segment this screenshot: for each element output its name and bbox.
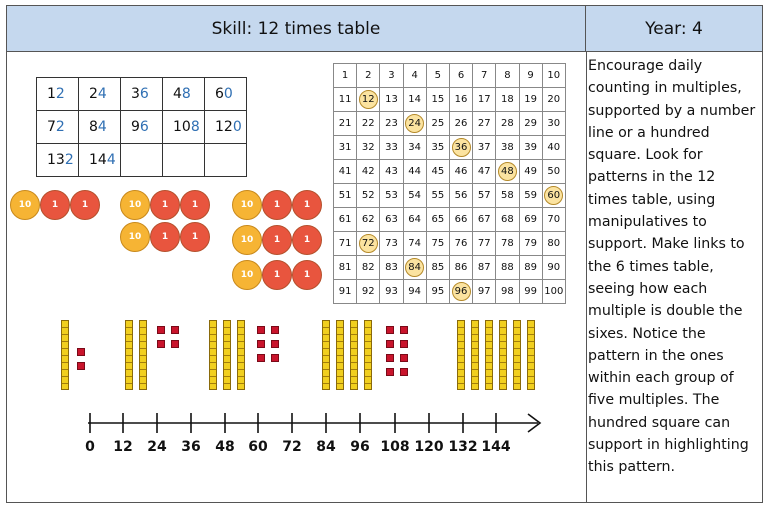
hundred-square-cell: 79 — [519, 232, 542, 256]
hundred-square-cell: 66 — [449, 208, 472, 232]
number-line-label: 132 — [448, 439, 478, 455]
hundred-square-cell: 7 — [473, 64, 496, 88]
multiple-tens-digits: 2 — [89, 86, 98, 102]
skill-title: Skill: 12 times table — [7, 6, 586, 52]
hundred-square-cell: 46 — [449, 160, 472, 184]
hundred-square-cell: 9 — [519, 64, 542, 88]
one-counter: 1 — [40, 190, 70, 220]
one-counter: 1 — [180, 222, 210, 252]
hundred-square-cell: 86 — [449, 256, 472, 280]
ten-counter: 10 — [232, 190, 262, 220]
multiple-tens-digits: 8 — [89, 119, 98, 135]
hundred-square-cell: 26 — [449, 112, 472, 136]
hundred-square-cell: 21 — [334, 112, 357, 136]
hundred-square-cell: 50 — [542, 160, 565, 184]
ten-counter: 10 — [232, 225, 262, 255]
number-line-label: 60 — [248, 439, 268, 455]
hundred-square-cell: 100 — [542, 280, 565, 304]
hundred-square-cell: 57 — [473, 184, 496, 208]
hundred-square-cell: 65 — [426, 208, 449, 232]
hundred-square-cell: 81 — [334, 256, 357, 280]
highlighted-multiple: 60 — [544, 186, 563, 205]
hundred-square-cell: 13 — [380, 88, 403, 112]
hundred-square-cell: 55 — [426, 184, 449, 208]
number-line-label: 0 — [85, 439, 95, 455]
hundred-square-cell: 16 — [449, 88, 472, 112]
ten-counter: 10 — [120, 190, 150, 220]
number-line-label: 120 — [414, 439, 444, 455]
hundred-square-cell: 58 — [496, 184, 519, 208]
hundred-square-cell: 10 — [542, 64, 565, 88]
hundred-square-cell: 15 — [426, 88, 449, 112]
hundred-square-cell: 33 — [380, 136, 403, 160]
number-line-label: 144 — [481, 439, 511, 455]
hundred-square-cell: 31 — [334, 136, 357, 160]
multiple-ones-digit: 2 — [55, 119, 65, 135]
one-counter: 1 — [292, 190, 322, 220]
one-counter: 1 — [262, 225, 292, 255]
number-line-label: 48 — [215, 439, 235, 455]
hundred-square-cell: 23 — [380, 112, 403, 136]
hundred-square-cell: 69 — [519, 208, 542, 232]
hundred-square-cell: 82 — [357, 256, 380, 280]
hundred-square-cell: 18 — [496, 88, 519, 112]
hundred-square-cell: 98 — [496, 280, 519, 304]
multiple-tens-digits: 3 — [131, 86, 140, 102]
hundred-square-cell: 93 — [380, 280, 403, 304]
multiple-tens-digits: 4 — [173, 86, 182, 102]
hundred-square-cell: 94 — [403, 280, 426, 304]
year-label: Year: 4 — [586, 6, 762, 52]
highlighted-multiple: 48 — [498, 162, 517, 181]
number-line-label: 108 — [380, 439, 410, 455]
hundred-square-cell: 2 — [357, 64, 380, 88]
hundred-square-cell: 38 — [496, 136, 519, 160]
one-counter: 1 — [70, 190, 100, 220]
multiple-tens-digits: 9 — [131, 119, 140, 135]
hundred-square-cell: 75 — [426, 232, 449, 256]
hundred-square-cell: 29 — [519, 112, 542, 136]
hundred-square-cell: 99 — [519, 280, 542, 304]
one-counter: 1 — [292, 260, 322, 290]
hundred-square-cell: 51 — [334, 184, 357, 208]
hundred-square-cell: 87 — [473, 256, 496, 280]
hundred-square-cell: 27 — [473, 112, 496, 136]
multiple-tens-digits: 1 — [47, 86, 56, 102]
hundred-square-cell: 59 — [519, 184, 542, 208]
number-line-label: 72 — [282, 439, 302, 455]
number-line-label: 84 — [316, 439, 336, 455]
hundred-square-cell: 92 — [357, 280, 380, 304]
hundred-square-cell: 77 — [473, 232, 496, 256]
multiple-ones-digit: 6 — [139, 86, 149, 102]
hundred-square-cell: 56 — [449, 184, 472, 208]
ten-counter: 10 — [10, 190, 40, 220]
hundred-square-cell: 91 — [334, 280, 357, 304]
hundred-square-cell: 63 — [380, 208, 403, 232]
one-counter: 1 — [292, 225, 322, 255]
multiple-ones-digit: 4 — [97, 86, 107, 102]
hundred-square-cell: 20 — [542, 88, 565, 112]
hundred-square-cell: 28 — [496, 112, 519, 136]
hundred-square-cell: 8 — [496, 64, 519, 88]
hundred-square-cell: 71 — [334, 232, 357, 256]
hundred-square-cell: 34 — [403, 136, 426, 160]
hundred-square-cell: 76 — [449, 232, 472, 256]
hundred-square-cell: 89 — [519, 256, 542, 280]
hundred-square-cell: 5 — [426, 64, 449, 88]
one-counter: 1 — [262, 190, 292, 220]
ten-counter: 10 — [232, 260, 262, 290]
hundred-square-cell: 11 — [334, 88, 357, 112]
hundred-square-cell: 1 — [334, 64, 357, 88]
hundred-square-cell: 40 — [542, 136, 565, 160]
multiple-ones-digit: 4 — [106, 152, 116, 168]
multiple-ones-digit: 6 — [139, 119, 149, 135]
hundred-square-cell: 35 — [426, 136, 449, 160]
hundred-square-cell: 14 — [403, 88, 426, 112]
hundred-square-cell: 80 — [542, 232, 565, 256]
hundred-square-cell: 54 — [403, 184, 426, 208]
hundred-square-cell: 49 — [519, 160, 542, 184]
ten-counter: 10 — [120, 222, 150, 252]
multiple-ones-digit: 2 — [55, 86, 65, 102]
highlighted-multiple: 84 — [405, 258, 424, 277]
hundred-square-cell: 73 — [380, 232, 403, 256]
hundred-square-cell: 6 — [449, 64, 472, 88]
hundred-square-cell: 3 — [380, 64, 403, 88]
multiple-tens-digits: 7 — [47, 119, 56, 135]
hundred-square-cell: 68 — [496, 208, 519, 232]
hundred-square-cell: 95 — [426, 280, 449, 304]
number-line-label: 12 — [113, 439, 133, 455]
multiple-ones-digit: 8 — [190, 119, 200, 135]
multiple-tens-digits: 13 — [47, 152, 65, 168]
multiple-ones-digit: 2 — [64, 152, 74, 168]
hundred-square-cell: 85 — [426, 256, 449, 280]
multiple-ones-digit: 4 — [97, 119, 107, 135]
hundred-square-cell: 74 — [403, 232, 426, 256]
hundred-square-cell: 70 — [542, 208, 565, 232]
number-line-label: 36 — [181, 439, 201, 455]
one-counter: 1 — [180, 190, 210, 220]
hundred-square-cell: 41 — [334, 160, 357, 184]
hundred-square-cell: 97 — [473, 280, 496, 304]
multiple-ones-digit: 0 — [223, 86, 233, 102]
highlighted-multiple: 12 — [359, 90, 378, 109]
multiple-tens-digits: 12 — [215, 119, 233, 135]
multiple-tens-digits: 6 — [215, 86, 224, 102]
hundred-square-cell: 61 — [334, 208, 357, 232]
hundred-square-cell: 22 — [357, 112, 380, 136]
hundred-square-cell: 45 — [426, 160, 449, 184]
hundred-square-cell: 52 — [357, 184, 380, 208]
multiple-tens-digits: 14 — [89, 152, 107, 168]
hundred-square-cell: 17 — [473, 88, 496, 112]
hundred-square-cell: 37 — [473, 136, 496, 160]
hundred-square-cell: 67 — [473, 208, 496, 232]
hundred-square-cell: 43 — [380, 160, 403, 184]
one-counter: 1 — [262, 260, 292, 290]
hundred-square-cell: 88 — [496, 256, 519, 280]
hundred-square-cell: 32 — [357, 136, 380, 160]
hundred-square-cell: 25 — [426, 112, 449, 136]
multiple-ones-digit: 8 — [181, 86, 191, 102]
hundred-square-cell: 47 — [473, 160, 496, 184]
multiple-ones-digit: 0 — [232, 119, 242, 135]
hundred-square-cell: 78 — [496, 232, 519, 256]
hundred-square-cell: 42 — [357, 160, 380, 184]
multiple-tens-digits: 10 — [173, 119, 191, 135]
hundred-square-cell: 19 — [519, 88, 542, 112]
number-line-label: 24 — [147, 439, 167, 455]
highlighted-multiple: 24 — [405, 114, 424, 133]
hundred-square-cell: 4 — [403, 64, 426, 88]
highlighted-multiple: 72 — [359, 234, 378, 253]
one-counter: 1 — [150, 222, 180, 252]
teaching-notes: Encourage daily counting in multiples, supported by a number line or a hundred square. Look for patterns in the 12 times table, using manipulatives to support. Make links to the 6 times table, seeing how each multiple is double the sixes. Notice the pattern in the ones within each group of five multiples. The hundred square can support in highlighting this pattern. — [588, 58, 756, 476]
hundred-square-cell: 83 — [380, 256, 403, 280]
number-line-label: 96 — [350, 439, 370, 455]
hundred-square-cell: 62 — [357, 208, 380, 232]
one-counter: 1 — [150, 190, 180, 220]
highlighted-multiple: 96 — [452, 282, 471, 301]
highlighted-multiple: 36 — [452, 138, 471, 157]
hundred-square-cell: 44 — [403, 160, 426, 184]
hundred-square-cell: 90 — [542, 256, 565, 280]
hundred-square-cell: 64 — [403, 208, 426, 232]
hundred-square-cell: 53 — [380, 184, 403, 208]
hundred-square-cell: 39 — [519, 136, 542, 160]
hundred-square-cell: 30 — [542, 112, 565, 136]
